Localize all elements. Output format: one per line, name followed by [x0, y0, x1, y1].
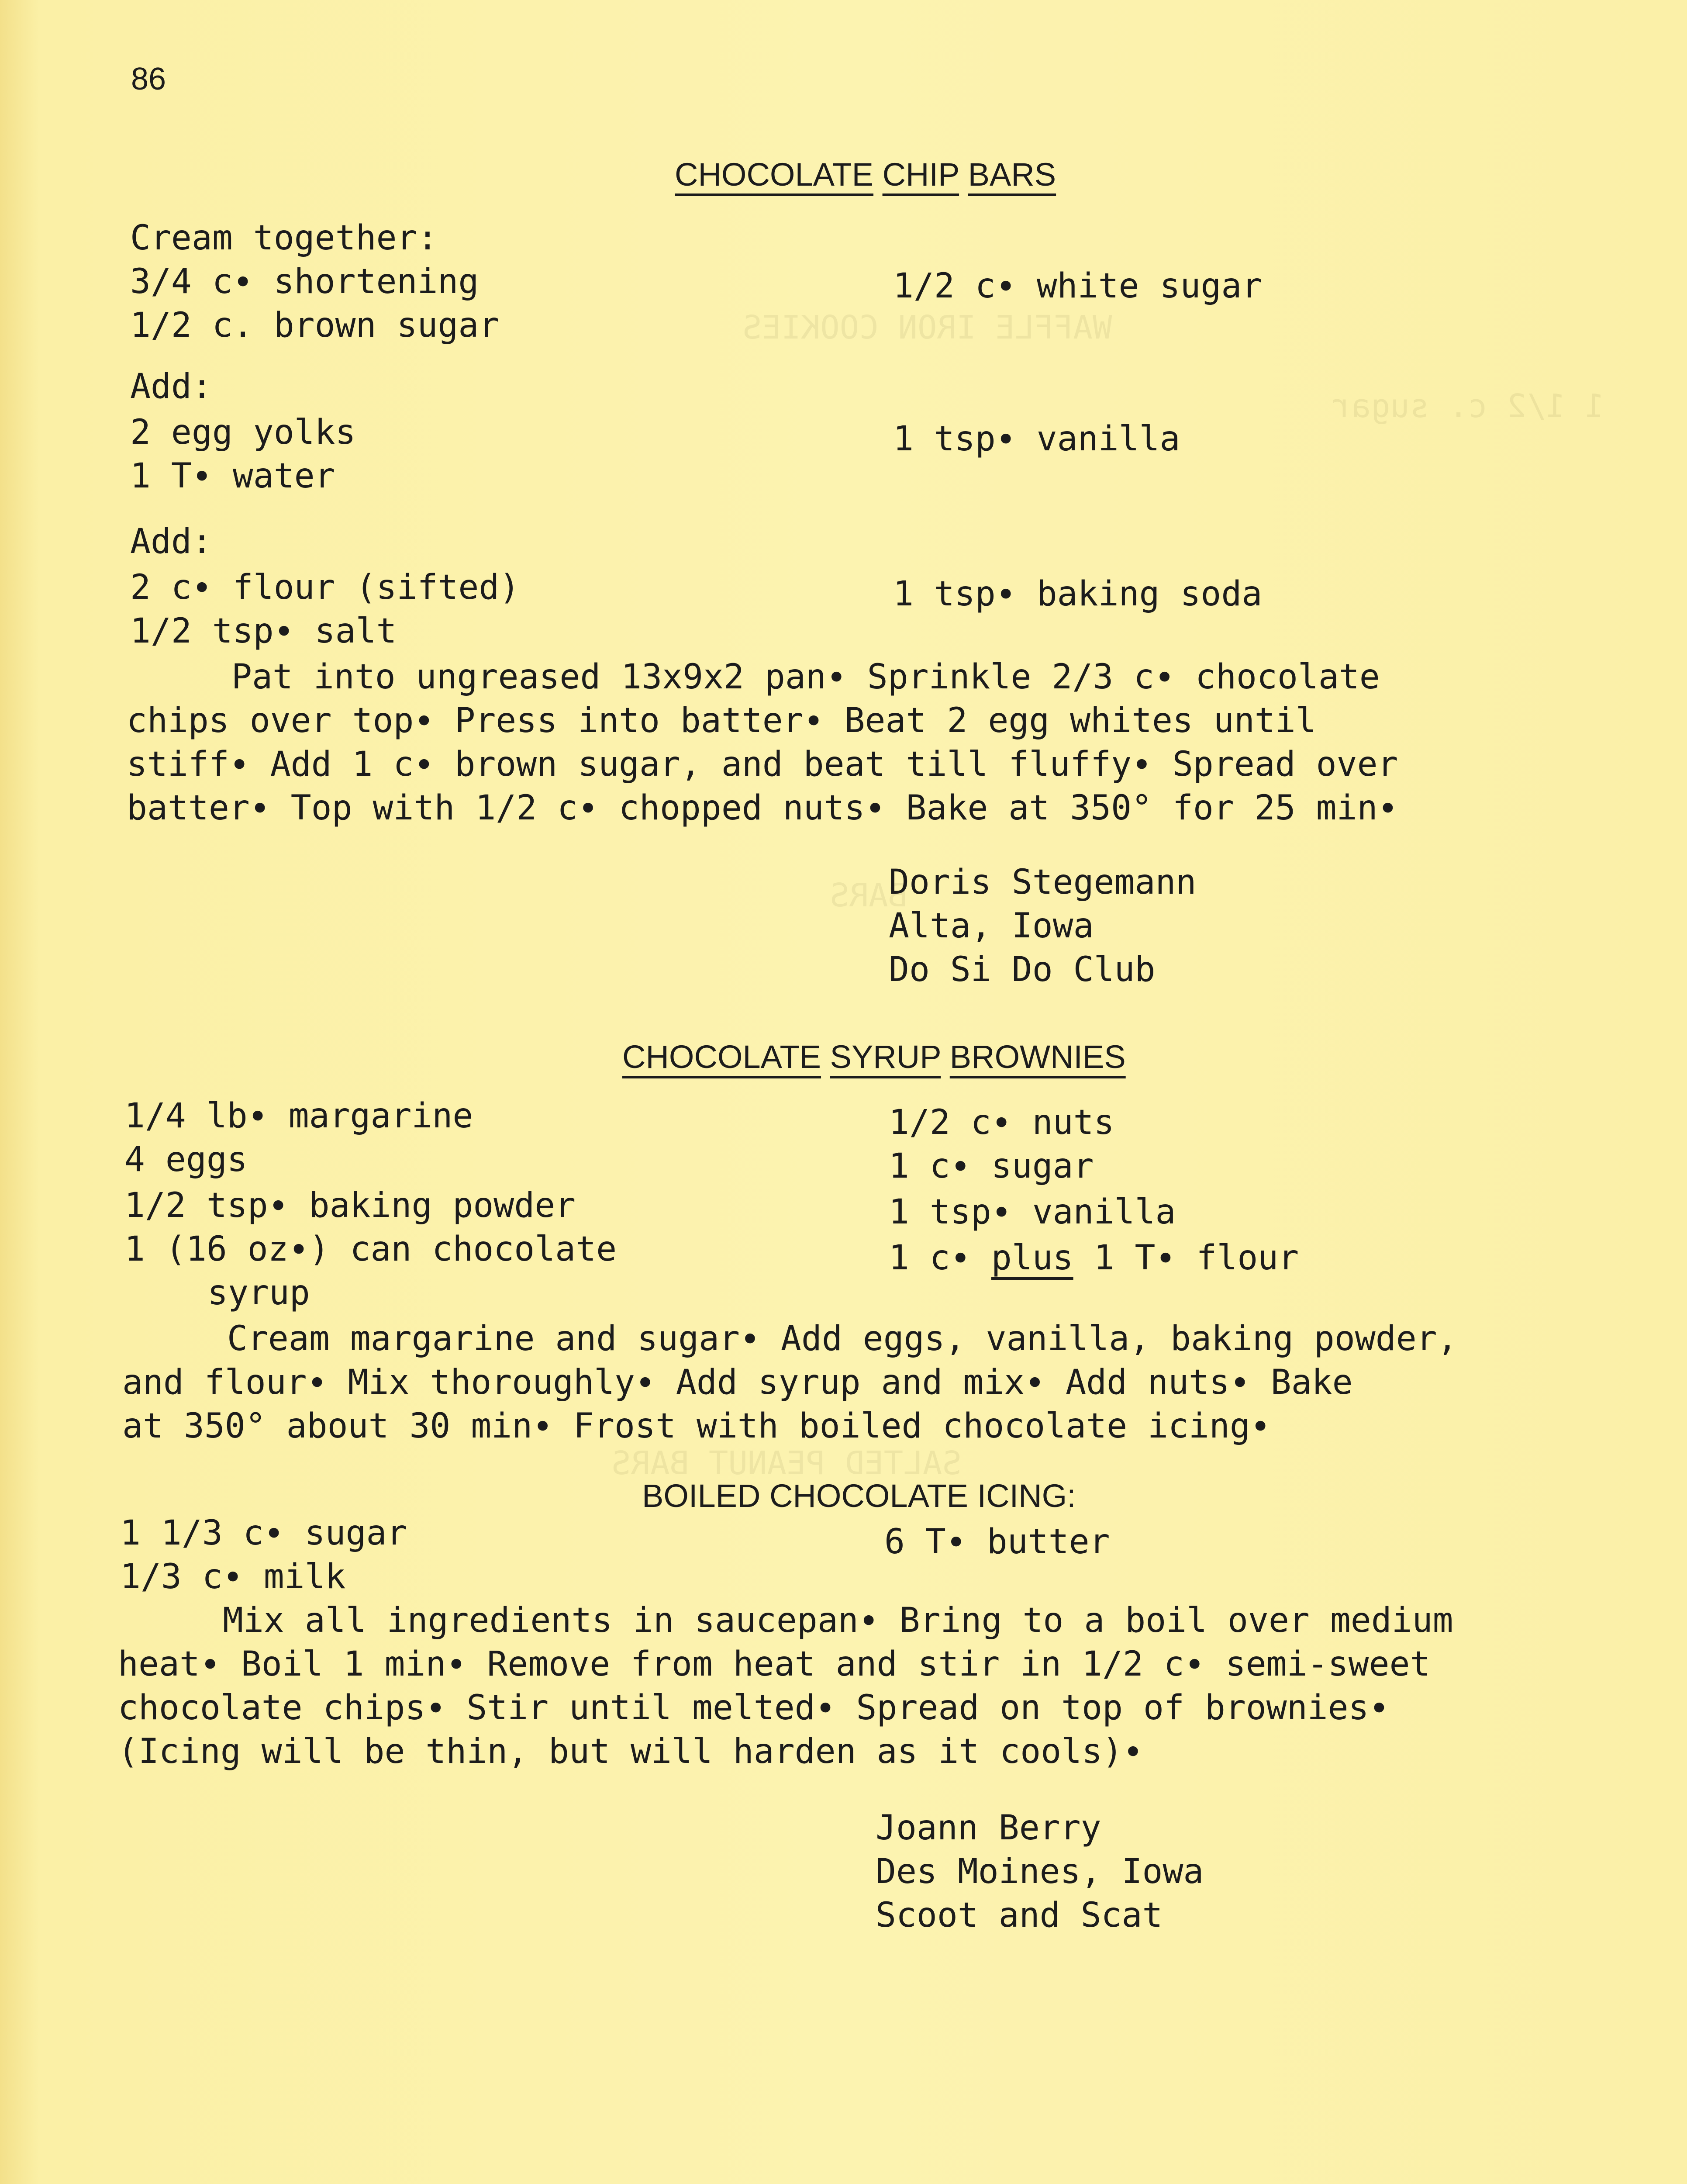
ingredient-line: 4 eggs: [124, 1140, 248, 1179]
instruction-line: chocolate chips∙ Stir until melted∙ Spread on top of brownies∙: [118, 1688, 1390, 1728]
ingredient-line: 1/2 tsp∙ salt: [130, 612, 397, 651]
ingredient-line: 1 1/3 c∙ sugar: [120, 1514, 407, 1553]
bleed-through: WAFFLE IRON COOKIES: [742, 309, 1112, 346]
ingredient-line: 1 (16 oz∙) can chocolate: [124, 1230, 617, 1269]
ingredient-line: 1 T∙ water: [130, 456, 335, 496]
author-club: Do Si Do Club: [889, 950, 1156, 989]
recipe-title: [675, 153, 1056, 197]
ingredient-line: 1/3 c∙ milk: [120, 1557, 346, 1597]
author-town: Alta, Iowa: [889, 906, 1094, 946]
instructions: [118, 1599, 1453, 1773]
bleed-through: 1 1/2 c. sugar: [1332, 387, 1604, 425]
ingredient-line: 1/2 c∙ nuts: [889, 1103, 1114, 1142]
author-name: Joann Berry: [876, 1808, 1101, 1848]
ingredient-line: 1 tsp∙ vanilla: [893, 419, 1180, 459]
instruction-line: at 350° about 30 min∙ Frost with boiled chocolate icing∙: [122, 1406, 1271, 1446]
instruction-line: (Icing will be thin, but will harden as it cools)∙: [118, 1732, 1143, 1771]
ingredient-line: syrup: [207, 1273, 310, 1313]
ingredient-line: 3/4 c∙ shortening: [130, 262, 479, 301]
title-word: BARS: [968, 156, 1056, 193]
instruction-line: Cream margarine and sugar∙ Add eggs, vanilla, baking powder,: [227, 1319, 1458, 1358]
instruction-line: Mix all ingredients in saucepan∙ Bring to a boil over medium: [223, 1601, 1453, 1640]
ingredient-line: 1/2 tsp∙ baking powder: [124, 1186, 576, 1225]
author-town: Des Moines, Iowa: [876, 1852, 1204, 1891]
instruction-line: heat∙ Boil 1 min∙ Remove from heat and stir in 1/2 c∙ semi-sweet: [118, 1645, 1431, 1684]
ingredient-line: 1 c∙ sugar: [889, 1147, 1094, 1186]
instruction-line: chips over top∙ Press into batter∙ Beat 2 egg whites until: [127, 701, 1316, 740]
ingredient-line: 1/4 lb∙ margarine: [124, 1096, 473, 1136]
author-club: Scoot and Scat: [876, 1896, 1163, 1935]
author-block: [889, 860, 1196, 992]
page-number: 86: [131, 62, 166, 97]
author-block: [876, 1806, 1204, 1937]
ingredient-line: Cream together:: [130, 218, 438, 258]
ingredient-line: Add:: [130, 522, 212, 561]
ingredient-line: 2 egg yolks: [130, 413, 356, 452]
ingredient-line: 1 c∙ plus 1 T∙ flour: [889, 1238, 1299, 1278]
bleed-through: BARS: [830, 877, 908, 914]
ingredient-line: 1/2 c. brown sugar: [130, 306, 500, 345]
bleed-through: SALTED PEANUT BARS: [611, 1444, 962, 1482]
title-word: CHOCOLATE: [622, 1039, 821, 1075]
instruction-line: Pat into ungreased 13x9x2 pan∙ Sprinkle 2/3 c∙ chocolate: [231, 657, 1380, 697]
recipe-title: BOILED CHOCOLATE ICING:: [642, 1478, 1076, 1514]
ingredient-line: 1 tsp∙ baking soda: [893, 574, 1263, 614]
title-word: CHIP: [882, 156, 959, 193]
title-word: BROWNIES: [949, 1039, 1126, 1075]
instructions: [122, 1317, 1458, 1448]
emphasis-plus: plus: [991, 1238, 1073, 1278]
title-word: SYRUP: [830, 1039, 941, 1075]
instruction-line: and flour∙ Mix thoroughly∙ Add syrup and mix∙ Add nuts∙ Bake: [122, 1363, 1353, 1402]
ingredient-line: 1 tsp∙ vanilla: [889, 1192, 1176, 1232]
title-word: CHOCOLATE: [675, 156, 874, 193]
instruction-line: stiff∙ Add 1 c∙ brown sugar, and beat till fluffy∙ Spread over: [127, 745, 1398, 784]
ingredient-line: 1/2 c∙ white sugar: [893, 266, 1263, 306]
ingredient-line: 6 T∙ butter: [884, 1522, 1110, 1562]
instruction-line: batter∙ Top with 1/2 c∙ chopped nuts∙ Bake at 350° for 25 min∙: [127, 788, 1398, 828]
recipe-title: [622, 1035, 1126, 1079]
ingredient-line: 2 c∙ flour (sifted): [130, 568, 520, 607]
author-name: Doris Stegemann: [889, 863, 1197, 902]
instructions: [127, 655, 1398, 830]
ingredient-line: Add:: [130, 367, 212, 406]
